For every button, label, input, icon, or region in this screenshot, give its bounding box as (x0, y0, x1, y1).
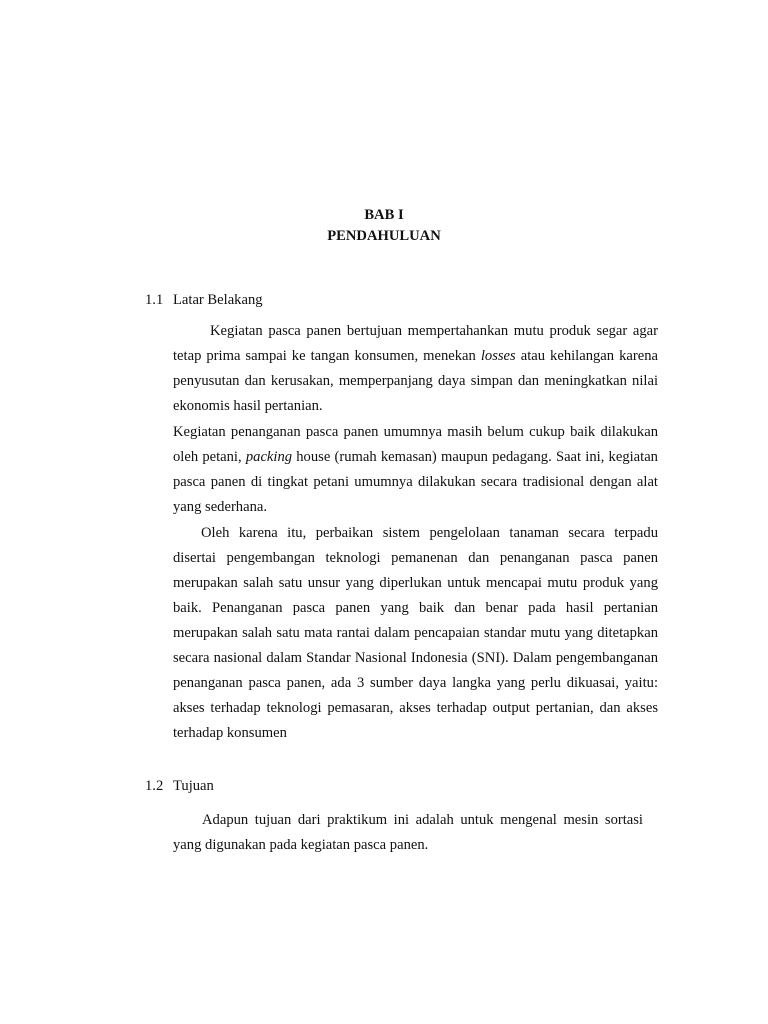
section-heading-latar-belakang (145, 290, 263, 310)
section-title: Tujuan (173, 778, 214, 794)
chapter-title: PENDAHULUAN (327, 228, 441, 244)
paragraph-latar-belakang-1: Kegiatan pasca panen bertujuan mempertahankan mutu produk segar agar tetap prima sampai ke tangan konsumen, menekan losses atau kehilangan karena penyusutan dan kerusakan, memperpanjang daya simpan dan meningkatkan nilai ekonomis hasil pertanian. (173, 323, 658, 414)
chapter-label: BAB I (364, 207, 404, 223)
section-title: Latar Belakang (173, 292, 263, 308)
section-number: 1.2 (145, 778, 164, 794)
section-heading-tujuan (145, 776, 214, 796)
italic-term-losses: losses (480, 348, 516, 364)
chapter-heading (0, 205, 768, 247)
paragraph-latar-belakang-2: Kegiatan penanganan pasca panen umumnya masih belum cukup baik dilakukan oleh petani, packing house (rumah kemasan) maupun pedagang. Saat ini, kegiatan pasca panen di tingkat petani umumnya dilakukan secara tradisional dengan alat yang sederhana. (173, 424, 658, 515)
italic-term-packing: packing (245, 449, 293, 465)
paragraph-latar-belakang-3: Oleh karena itu, perbaikan sistem pengelolaan tanaman secara terpadu disertai pengembangan teknologi pemanenan dan penanganan pasca panen merupakan salah satu unsur yang diperlukan untuk mencapai mutu produk yang baik. Penanganan pasca panen yang baik dan benar pada hasil pertanian merupakan salah satu mata rantai dalam pencapaian standar mutu yang ditetapkan secara nasional dalam Standar Nasional Indonesia (SNI). Dalam pengembanganan penanganan pasca panen, ada 3 sumber daya langka yang perlu dikuasai, yaitu: akses terhadap teknologi pemasaran, akses terhadap output pertanian, dan akses terhadap konsumen (173, 525, 658, 741)
paragraph-tujuan: Adapun tujuan dari praktikum ini adalah untuk mengenal mesin sortasi yang digunakan pada kegiatan pasca panen. (173, 812, 643, 853)
section-number: 1.1 (145, 292, 164, 308)
